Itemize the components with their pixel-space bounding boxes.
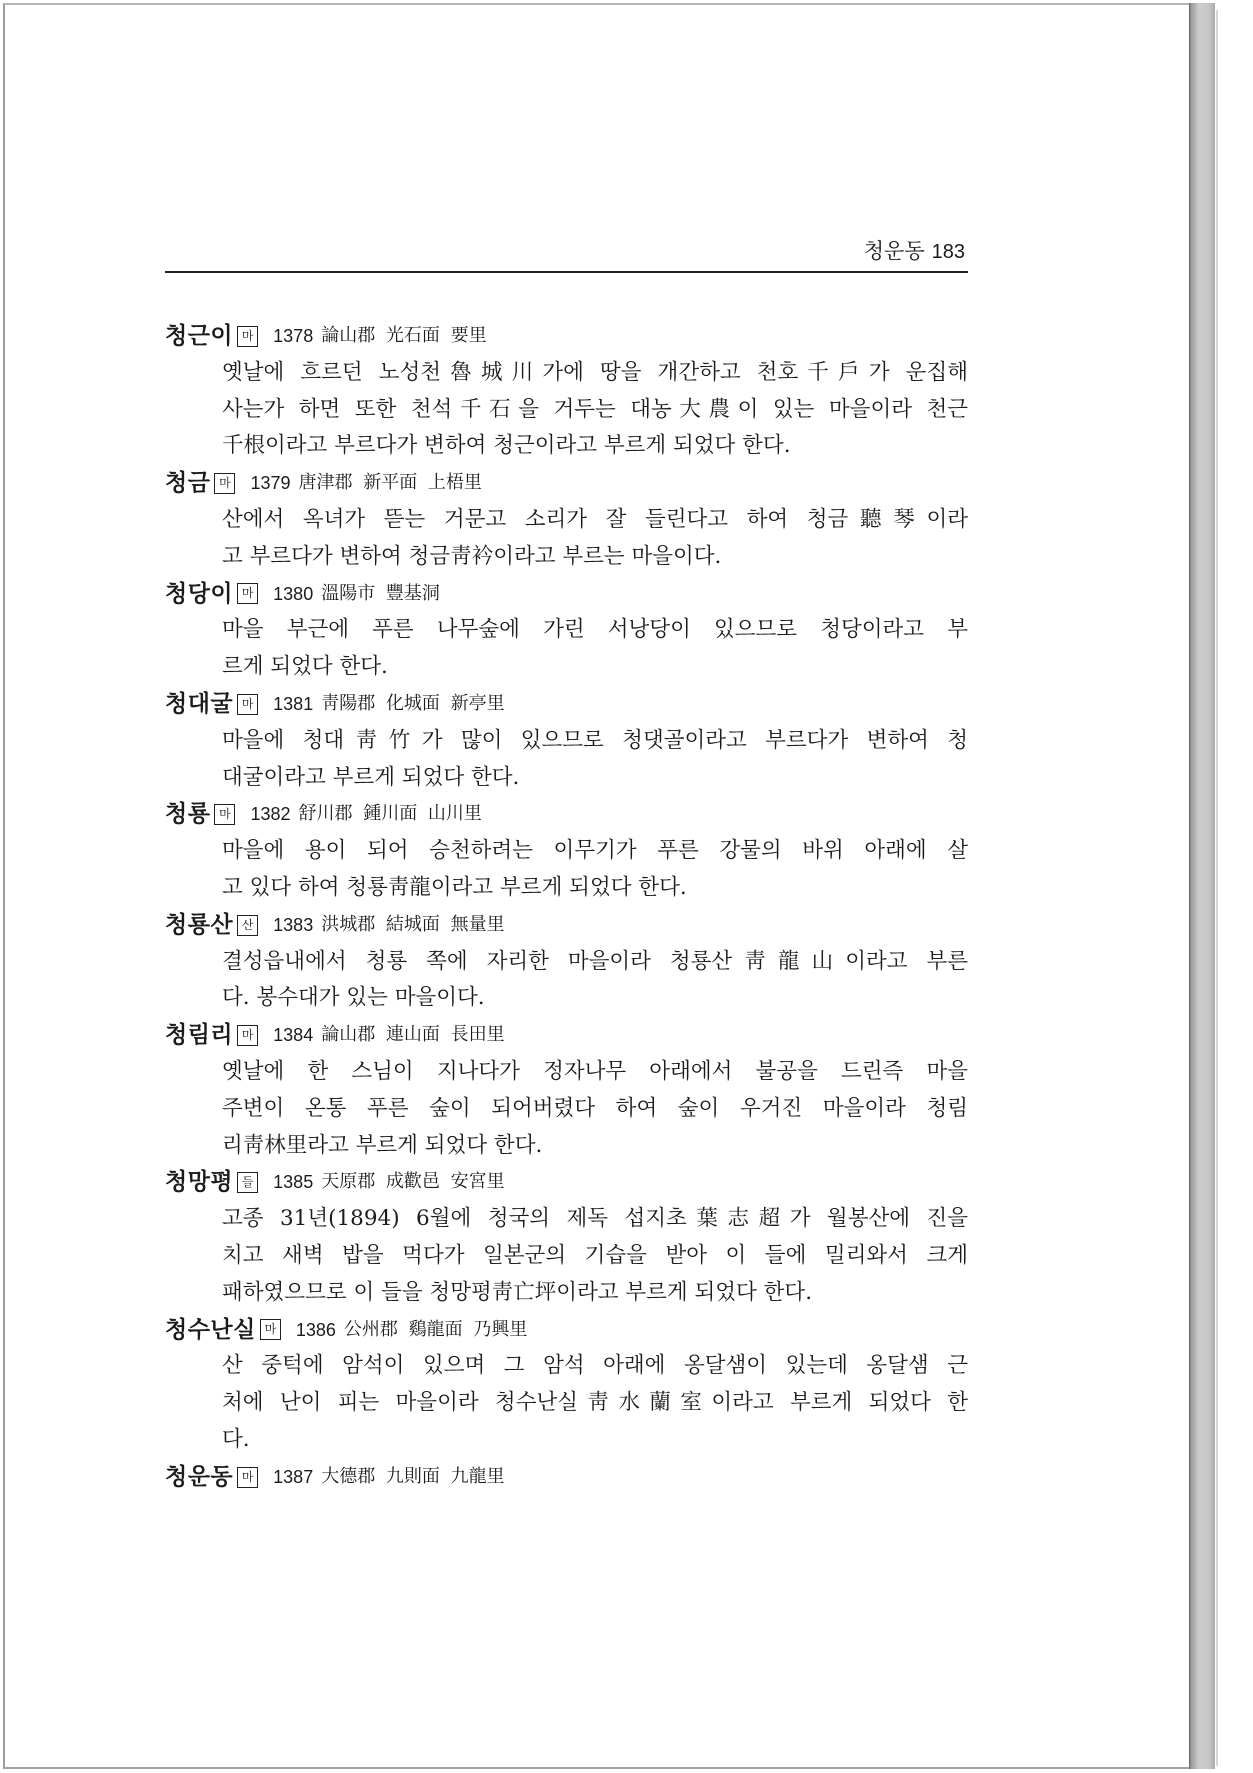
entry-number: 1382	[250, 804, 291, 825]
entry-headword: 청운동	[165, 1462, 234, 1490]
entry-text-line: 고종 31년(1894) 6월에 청국의 제독 섭지초葉志超가 월봉산에 진을	[222, 1206, 968, 1232]
category-mark: 산	[237, 915, 258, 936]
entry-location: 洪城郡 結城面 無量里	[321, 913, 505, 935]
entry-text-line: 다. 봉수대가 있는 마을이다.	[222, 985, 485, 1011]
entry-number: 1383	[273, 914, 314, 935]
entry-headword: 청룡산	[165, 910, 234, 938]
entry-text-line: 마을에 용이 되어 승천하려는 이무기가 푸른 강물의 바위 아래에 살	[222, 838, 968, 864]
entry-location: 論山郡 光石面 要里	[321, 325, 487, 346]
entry-location: 論山郡 連山面 長田里	[321, 1024, 505, 1046]
entry-text-line: 고 부르다가 변하여 청금靑衿이라고 부르는 마을이다.	[222, 543, 722, 569]
entry-heading	[165, 686, 968, 723]
category-mark: 마	[237, 694, 258, 715]
entry-headword: 청당이	[165, 579, 234, 607]
entry-headword: 청림리	[165, 1021, 234, 1049]
entry	[165, 465, 968, 575]
category-mark: 마	[214, 473, 235, 494]
entry-text-line: 처에 난이 피는 마을이라 청수난실靑水蘭室이라고 부르게 되었다 한	[222, 1390, 968, 1416]
category-mark: 들	[237, 1172, 258, 1193]
category-mark: 마	[237, 1467, 258, 1488]
entry	[165, 907, 968, 1017]
entry-text-line: 사는가 하면 또한 천석千石을 거두는 대농大農이 있는 마을이라 천근	[222, 396, 968, 422]
entry-text-line: 다.	[222, 1426, 250, 1452]
entry-heading	[165, 796, 968, 833]
entry-list	[165, 318, 968, 1496]
entry-headword: 청금	[165, 469, 211, 497]
entry-heading	[165, 318, 968, 355]
entry-location: 舒川郡 鍾川面 山川里	[298, 803, 482, 825]
entry-heading	[165, 907, 968, 944]
entry-heading	[165, 1017, 968, 1054]
entry-heading	[165, 1164, 968, 1201]
entry-number: 1385	[273, 1172, 314, 1193]
entry-text-line: 마을에 청대靑竹가 많이 있으므로 청댓골이라고 부르다가 변하여 청	[222, 727, 968, 753]
entry	[165, 576, 968, 686]
page-edge-line	[1216, 10, 1218, 1766]
category-mark: 마	[260, 1319, 281, 1340]
entry	[165, 796, 968, 906]
entry-text-line: 주변이 온통 푸른 숲이 되어버렸다 하여 숲이 우거진 마을이라 청림	[222, 1095, 968, 1121]
entry-number: 1380	[273, 583, 314, 604]
entry-number: 1379	[250, 473, 291, 494]
category-mark: 마	[237, 326, 258, 347]
entry	[165, 1164, 968, 1311]
entry-text-line: 千根이라고 부르다가 변하여 청근이라고 부르게 되었다 한다.	[222, 433, 791, 459]
entry-number: 1386	[295, 1319, 336, 1340]
entry-text-line: 옛날에 한 스님이 지나다가 정자나무 아래에서 불공을 드린즉 마을	[222, 1058, 968, 1084]
entry-headword: 청룡	[165, 800, 211, 828]
category-mark: 마	[214, 804, 235, 825]
entry-location: 天原郡 成歡邑 安宮里	[321, 1171, 505, 1193]
entry-location: 公州郡 鷄龍面 乃興里	[343, 1318, 528, 1340]
entry-heading	[165, 576, 968, 613]
entry-text-line: 산 중턱에 암석이 있으며 그 암석 아래에 옹달샘이 있는데 옹달샘 근	[222, 1353, 968, 1379]
header-rule	[165, 271, 968, 273]
entry-text-line: 대굴이라고 부르게 되었다 한다.	[222, 764, 520, 790]
entry-heading	[165, 1312, 968, 1349]
entry-heading	[165, 465, 968, 502]
entry-location: 靑陽郡 化城面 新亭里	[321, 692, 505, 714]
entry-headword: 청망평	[165, 1168, 234, 1196]
entry-text-line: 리靑林里라고 부르게 되었다 한다.	[222, 1132, 543, 1158]
entry-number: 1384	[273, 1025, 314, 1046]
entry-text-line: 결성읍내에서 청룡 쪽에 자리한 마을이라 청룡산靑龍山이라고 부른	[222, 948, 968, 974]
entry-text-line: 치고 새벽 밥을 먹다가 일본군의 기습을 받아 이 들에 밀리와서 크게	[222, 1242, 968, 1268]
entry-text-line: 고 있다 하여 청룡靑龍이라고 부르게 되었다 한다.	[222, 874, 687, 900]
entry-text-line: 패하였으므로 이 들을 청망평靑亡坪이라고 부르게 되었다 한다.	[222, 1279, 813, 1305]
entry-headword: 청대굴	[165, 689, 234, 717]
entry	[165, 1459, 968, 1496]
page-edge-shadow	[1189, 3, 1215, 1769]
entry-heading	[165, 1459, 968, 1496]
entry-headword: 청수난실	[165, 1315, 256, 1343]
entry-headword: 청근이	[165, 322, 234, 349]
entry-number: 1381	[273, 693, 314, 714]
entry	[165, 1017, 968, 1164]
entry	[165, 686, 968, 796]
entry-text-line: 마을 부근에 푸른 나무숲에 가린 서낭당이 있으므로 청당이라고 부	[222, 617, 968, 643]
entry	[165, 318, 968, 465]
entry-location: 大德郡 九則面 九龍里	[321, 1465, 505, 1487]
running-head	[165, 236, 965, 266]
entry	[165, 1312, 968, 1459]
running-title: 청운동	[863, 239, 925, 263]
entry-location: 唐津郡 新平面 上梧里	[298, 472, 482, 494]
category-mark: 마	[237, 1025, 258, 1046]
entry-number: 1387	[273, 1466, 314, 1487]
page-number: 183	[931, 241, 965, 263]
entry-location: 溫陽市 豐基洞	[321, 582, 440, 604]
entry-text-line: 산에서 옥녀가 뜯는 거문고 소리가 잘 들린다고 하여 청금聽琴이라	[222, 506, 968, 532]
entry-text-line: 옛날에 흐르던 노성천魯城川가에 땅을 개간하고 천호千戶가 운집해	[222, 359, 968, 385]
entry-number: 1378	[273, 326, 314, 346]
category-mark: 마	[237, 583, 258, 604]
entry-text-line: 르게 되었다 한다.	[222, 654, 388, 680]
